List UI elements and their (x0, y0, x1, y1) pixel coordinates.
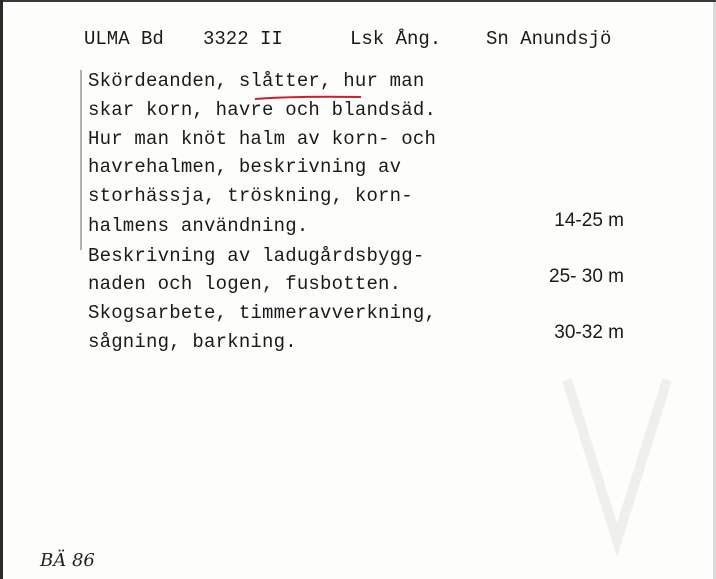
page-reference: 30-32 m (554, 322, 624, 343)
parish-label: Sn Anundsjö (486, 28, 612, 50)
page-reference: 25- 30 m (549, 266, 624, 287)
text-line: Hur man knöt halm av korn- och (88, 128, 437, 150)
region-label: Lsk Ång. (350, 28, 442, 50)
red-underline (253, 93, 363, 103)
text-line: sågning, barkning. (88, 331, 297, 353)
bleed-through-mark (557, 360, 687, 560)
page-reference: 14-25 m (554, 210, 624, 231)
record-number: 3322 II (203, 28, 283, 50)
text-line: Beskrivning av ladugårdsbygg- (88, 245, 425, 267)
text-line: Skördeanden, slåtter, hur man (88, 70, 425, 92)
text-line: halmens användning. (88, 215, 309, 237)
signature: BÄ 86 (40, 550, 95, 571)
text-line: skar korn, havre och blandsäd. (88, 99, 437, 121)
text-line: havrehalmen, beskrivning av (88, 156, 402, 178)
text-line: storhässja, tröskning, korn- (88, 185, 413, 207)
text-line: naden och logen, fusbotten. (88, 273, 402, 295)
archive-code: ULMA Bd (84, 28, 164, 50)
text-line: Skogsarbete, timmeravverkning, (88, 302, 437, 324)
